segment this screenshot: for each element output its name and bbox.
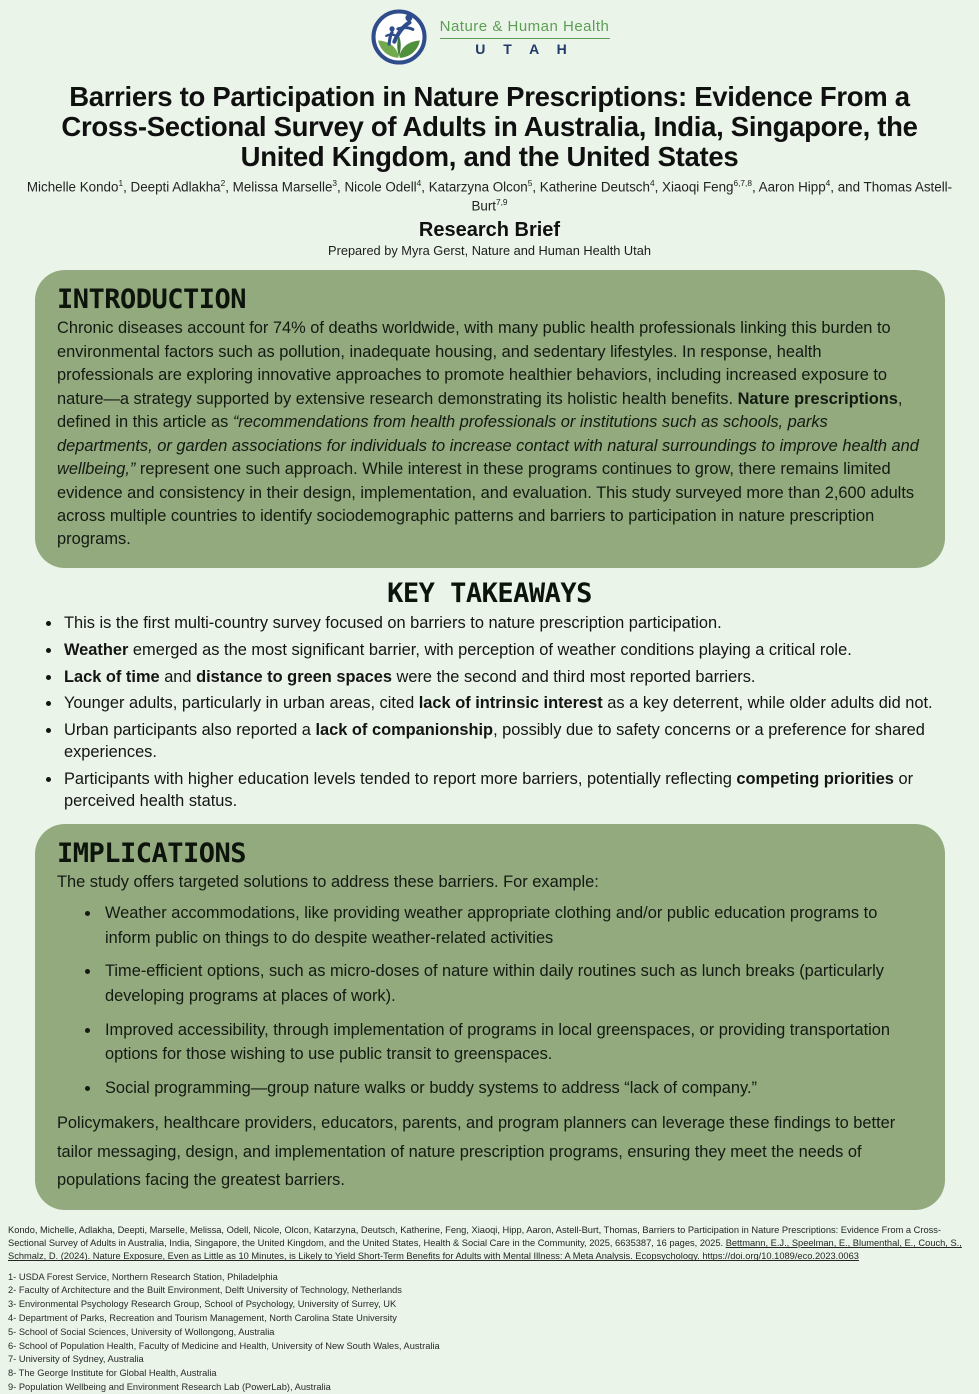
implication-bullet: • Social programming—group nature walks or buddy systems to address “lack of company.” (101, 1076, 911, 1101)
key-takeaways-list (62, 613, 961, 813)
implication-bullet: • Weather accommodations, like providing weather appropriate clothing and/or public education programs to inform public on things to do despite weather-related activities (101, 901, 911, 950)
footnote-item: 8- The George Institute for Global Health, Australia (8, 1368, 217, 1379)
footnote-item: 6- School of Population Health, Faculty of Medicine and Health, University of New South Wales, Australia (8, 1340, 440, 1351)
implications-panel (35, 824, 945, 1210)
org-logo (0, 6, 979, 68)
footnote-item: 3- Environmental Psychology Research Group, School of Psychology, University of Surrey, UK (8, 1299, 397, 1310)
logo-org-name: Nature & Human Health (439, 17, 610, 35)
footnote-item: 5- School of Social Sciences, University of Wollongong, Australia (8, 1326, 275, 1337)
prepared-by-line: Prepared by Myra Gerst, Nature and Human Health Utah (328, 243, 651, 259)
introduction-body: Chronic diseases account for 74% of deaths worldwide, with many public health professionals linking this burden to environmental factors such as pollution, inadequate housing, and sedentary lifestyles. In response, health professionals are exploring innovative approaches to promote healthier behaviors, including increased exposure to nature—a strategy supported by extensive research demonstrating its holistic health benefits. Nature prescriptions, defined in this article as “recommendations from health professionals or institutions such as schools, parks departments, or garden associations for individuals to increase contact with natural surroundings to improve health and wellbeing,” represent one such approach. While interest in these programs continues to grow, there remains limited evidence and consistency in their design, implementation, and evaluation. This study surveyed more than 2,600 adults across multiple countries to identify sociodemographic patterns and barriers to participation in nature prescription programs. (57, 319, 919, 549)
citation-text: Kondo, Michelle, Adlakha, Deepti, Marselle, Melissa, Odell, Nicole, Olcon, Katarzyna, Deutsch, Katherine, Feng, Xiaoqi, Hipp, Aaron, Astell-Burt, Thomas, Barriers to Participation in Nature Prescriptions: Evidence From a Cross-Sectional Survey of Adults in Australia, India, Singapore, the United Kingdom, and the United States, Health & Social Care in the Community, 2025, 6635387, 16 pages, 2025. (8, 1225, 942, 1249)
takeaway-bullet: • Lack of time and distance to green spaces were the second and third most reported barriers. (62, 667, 961, 689)
footnotes-list (8, 1272, 971, 1394)
takeaway-bullet: • Younger adults, particularly in urban areas, cited lack of intrinsic interest as a key deterrent, while older adults did not. (62, 693, 961, 715)
citation-block (8, 1224, 971, 1264)
logo-wordmark (440, 18, 610, 57)
authors-line: Michelle Kondo$^1$, Deepti Adlakha$^2$, Melissa Marselle$^3$, Nicole Odell$^4$, Katarzyna Olcon$^5$, Katherine Deutsch$^4$, Xiaoqi Feng$^{6,7,8}$, Aaron Hipp$^4$, and Thomas Astell-Burt$^{7,9}$ (26, 177, 953, 214)
implication-bullet: • Improved accessibility, through implementation of programs in local greenspaces, or providing transportation options for those wishing to use public transit to greenspaces. (101, 1018, 911, 1067)
key-takeaways-heading: KEY TAKEAWAYS (387, 577, 592, 609)
logo-org-state: U T A H (475, 40, 574, 57)
implications-heading: IMPLICATIONS (57, 838, 247, 870)
implications-closing: Policymakers, healthcare providers, educators, parents, and program planners can leverage these findings to better tailor messaging, design, and implementation of nature prescription programs, ensuring they meet the needs of populations facing the greatest barriers. (57, 1114, 896, 1189)
footnote-item: 9- Population Wellbeing and Environment Research Lab (PowerLab), Australia (8, 1382, 331, 1393)
implications-list (101, 901, 911, 1100)
footnote-item: 2- Faculty of Architecture and the Built Environment, Delft University of Technology, Netherlands (8, 1285, 402, 1296)
footnote-item: 7- University of Sydney, Australia (8, 1354, 144, 1365)
implications-lead: The study offers targeted solutions to address these barriers. For example: (57, 873, 599, 892)
implication-bullet: • Time-efficient options, such as micro-doses of nature within daily routines such as lunch breaks (particularly developing programs at places of work). (101, 959, 911, 1008)
citation-link[interactable]: Bettmann, E.J., Speelman, E., Blumenthal, E., Couch, S., Schmalz, D. (2024). Nature Exposure, Even as Little as 10 Minutes, is Likely to Yield Short-Term Benefits for Adults with Mental Illness: A Meta Analysis. Ecopsychology. https://doi.org/10.1089/eco.2023.0063 (8, 1238, 962, 1262)
takeaway-bullet: • Urban participants also reported a lack of companionship, possibly due to safety concerns or a preference for shared experiences. (62, 720, 961, 764)
takeaway-bullet: • Weather emerged as the most significant barrier, with perception of weather conditions playing a critical role. (62, 640, 961, 662)
takeaway-bullet: • Participants with higher education levels tended to report more barriers, potentially reflecting competing priorities or perceived health status. (62, 769, 961, 813)
introduction-heading: INTRODUCTION (57, 284, 247, 316)
introduction-panel (35, 270, 945, 568)
research-brief-label: Research Brief (418, 219, 561, 242)
nature-human-health-logo-icon (370, 8, 428, 66)
logo-divider (440, 38, 610, 39)
takeaway-bullet: • This is the first multi-country survey focused on barriers to nature prescription participation. (62, 613, 961, 635)
footnote-item: 1- USDA Forest Service, Northern Research Station, Philadelphia (8, 1271, 278, 1282)
footnote-item: 4- Department of Parks, Recreation and Tourism Management, North Carolina State University (8, 1313, 397, 1324)
page-title: Barriers to Participation in Nature Prescriptions: Evidence From a Cross-Sectional Survey of Adults in Australia, India, Singapore, the United Kingdom, and the United States (61, 81, 918, 172)
